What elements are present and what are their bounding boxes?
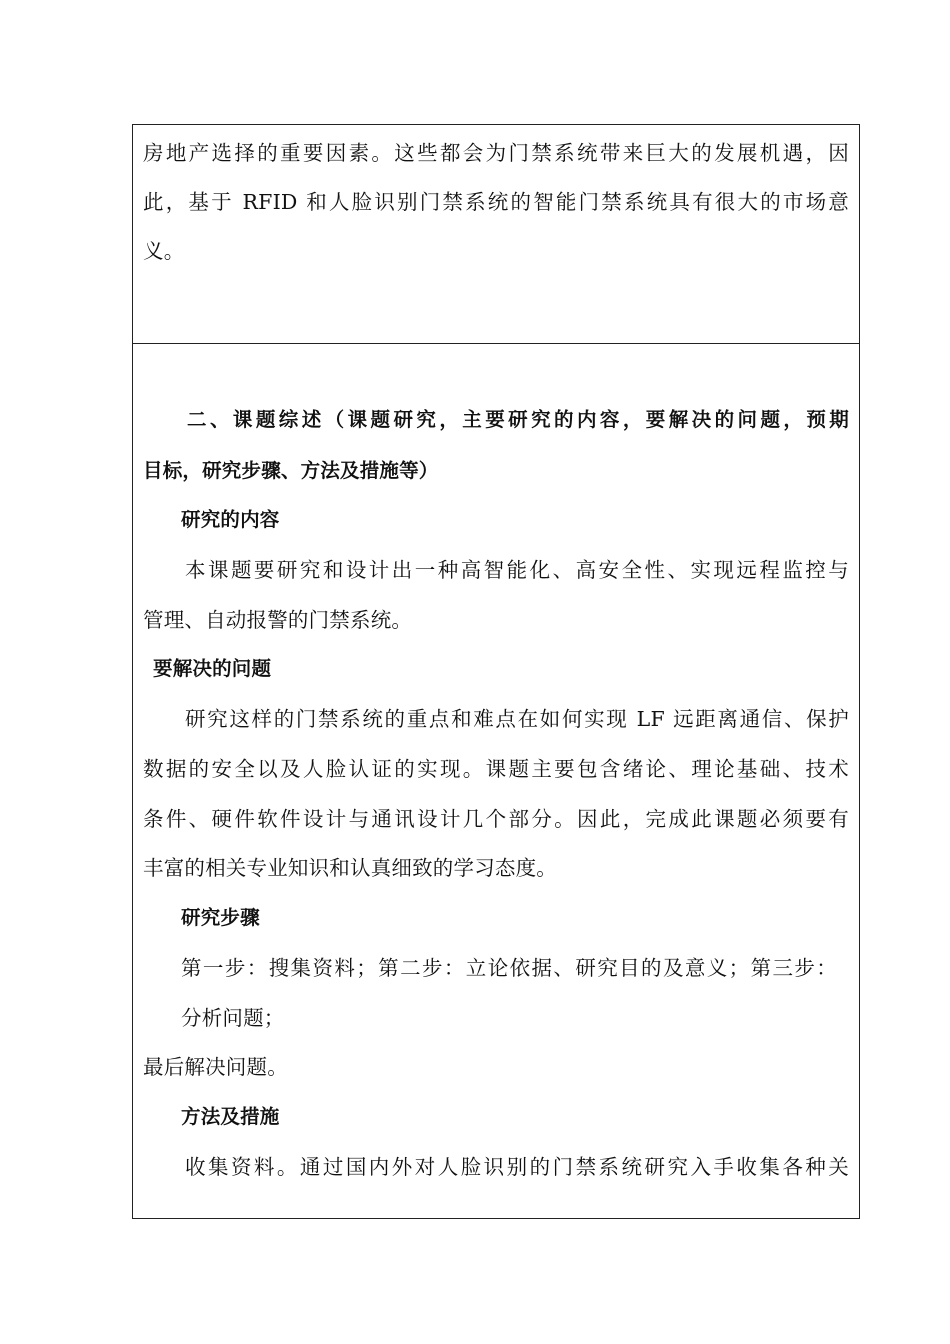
- subheading-steps: 研究步骤: [181, 906, 260, 929]
- paragraph-line: 最后解决问题。: [143, 1055, 288, 1079]
- subheading-problems: 要解决的问题: [153, 657, 272, 680]
- paragraph-line: 本课题要研究和设计出一种高智能化、高安全性、实现远程监控与: [185, 558, 849, 582]
- section-heading-continued: 目标，研究步骤、方法及措施等）: [143, 459, 439, 482]
- paragraph-line: 研究这样的门禁系统的重点和难点在如何实现 LF 远距离通信、保护: [185, 707, 849, 731]
- paragraph-line: 此，基于 RFID 和人脸识别门禁系统的智能门禁系统具有很大的市场意: [143, 190, 849, 214]
- table-cell-topic-review: [133, 344, 859, 1218]
- paragraph-line: 数据的安全以及人脸认证的实现。课题主要包含绪论、理论基础、技术: [143, 757, 849, 781]
- paragraph-line: 房地产选择的重要因素。这些都会为门禁系统带来巨大的发展机遇，因: [143, 141, 849, 165]
- section-heading: 二、课题综述（课题研究，主要研究的内容，要解决的问题，预期: [187, 408, 849, 431]
- paragraph-line: 义。: [143, 239, 185, 263]
- subheading-methods: 方法及措施: [181, 1105, 280, 1128]
- paragraph-line: 丰富的相关专业知识和认真细致的学习态度。: [143, 856, 557, 880]
- paragraph-line: 分析问题；: [181, 1006, 285, 1030]
- table-cell-market-significance: [133, 125, 859, 344]
- paragraph-line: 条件、硬件软件设计与通讯设计几个部分。因此，完成此课题必须要有: [143, 807, 849, 831]
- paragraph-line: 收集资料。通过国内外对人脸识别的门禁系统研究入手收集各种关: [185, 1155, 849, 1179]
- proposal-table: [132, 124, 860, 1219]
- paragraph-line: 第一步：搜集资料；第二步：立论依据、研究目的及意义；第三步：: [181, 956, 837, 980]
- subheading-research-content: 研究的内容: [181, 508, 280, 531]
- paragraph-line: 管理、自动报警的门禁系统。: [143, 608, 413, 632]
